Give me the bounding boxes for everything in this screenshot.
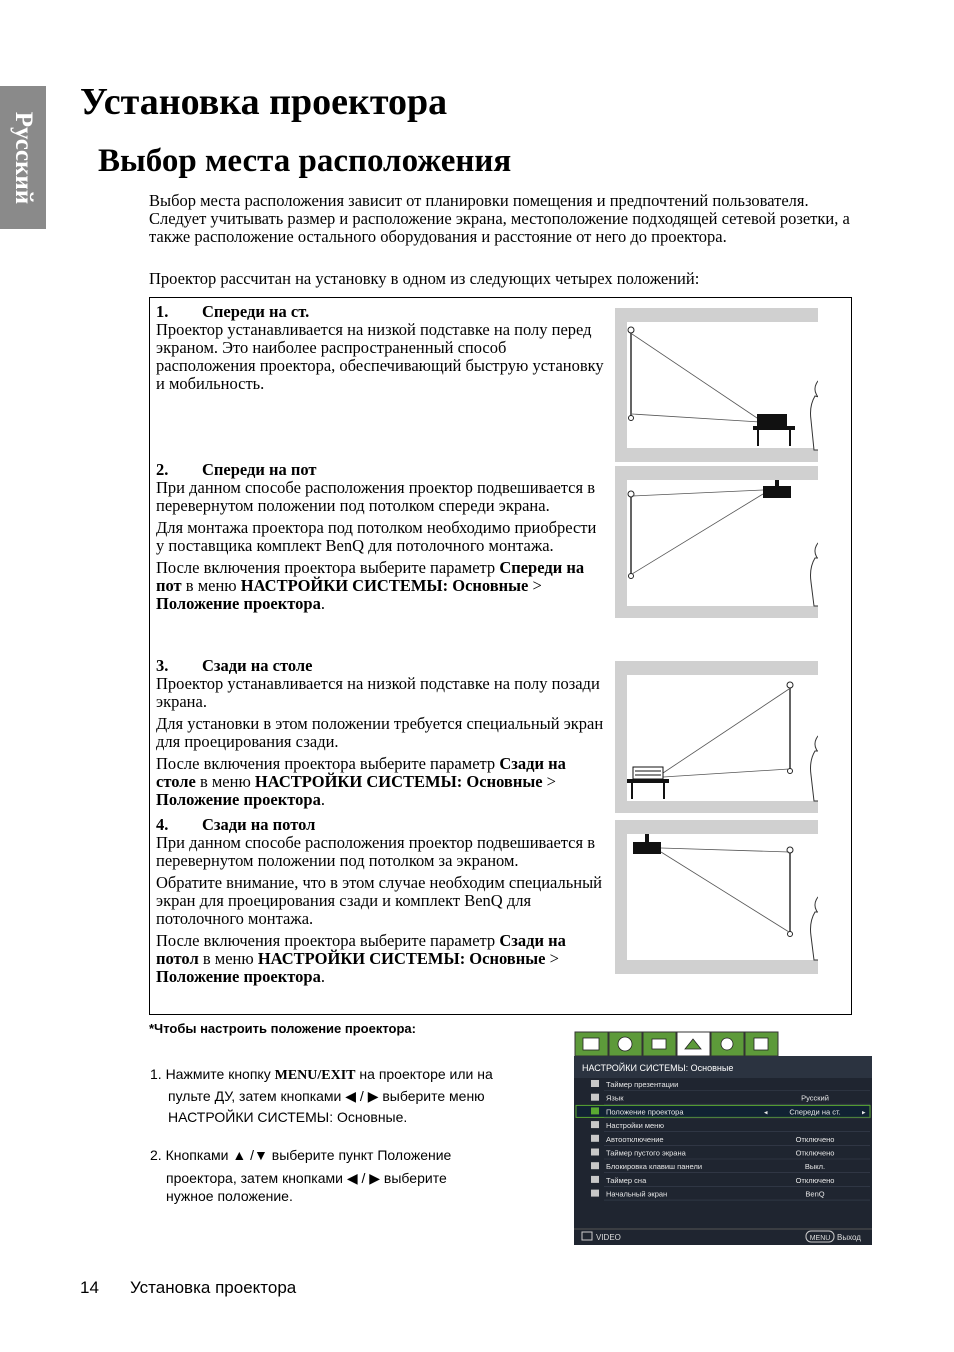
osd-exit: Выход	[837, 1233, 861, 1242]
page-number: 14	[80, 1278, 99, 1297]
rear-table-illustration	[615, 661, 818, 813]
osd-row-label: Настройки меню	[606, 1121, 664, 1131]
front-table-illustration	[615, 308, 818, 462]
osd-source: VIDEO	[596, 1233, 621, 1242]
howto-title: *Чтобы настроить положение проектора:	[149, 1021, 416, 1036]
osd-row-icon	[591, 1135, 599, 1142]
position-desc: Проектор устанавливается на низкой подставке на полу перед экраном. Это наиболее распространенный способ расположения проектора, обеспечивающий быструю установку и мобильность.	[156, 320, 604, 393]
position-rear-table	[156, 657, 608, 813]
osd-row-label: Положение проектора	[606, 1107, 684, 1117]
page-title: Установка проектора	[80, 81, 448, 123]
osd-row-icon	[591, 1149, 599, 1156]
osd-row-label: Таймер сна	[606, 1175, 647, 1185]
language-tab-label: Русский	[10, 111, 37, 204]
position-number: 1.	[156, 302, 169, 321]
position-front-ceiling	[156, 461, 608, 617]
position-number: 2.	[156, 460, 169, 479]
osd-menu	[574, 1031, 872, 1245]
position-desc: При данном способе расположения проектор подвешивается в перевернутом положении под потолком спереди экрана.	[156, 478, 596, 515]
osd-row-icon	[591, 1190, 599, 1197]
osd-row-icon	[591, 1094, 599, 1101]
position-desc: При данном способе расположения проектор подвешивается в перевернутом положении под потолком за экраном.	[156, 833, 596, 870]
rear-ceiling-illustration	[615, 820, 818, 974]
osd-right-arrow-icon: ▸	[862, 1109, 866, 1117]
osd-tabs	[575, 1032, 778, 1056]
position-number: 3.	[156, 656, 169, 675]
position-note: Для установки в этом положении требуется специальный экран для проецирования сзади.	[156, 714, 604, 751]
osd-row-label: Начальный экран	[606, 1189, 668, 1199]
position-title: Спереди на пот	[202, 460, 317, 479]
position-note: Обратите внимание, что в этом случае необходим специальный экран для проецирования сзади и комплект BenQ для потолочного монтажа.	[156, 873, 602, 928]
howto-step-1-line-2: пульте ДУ, затем кнопками ◀ / ▶ выберите меню	[168, 1088, 485, 1104]
howto-step-1-line-1: 1. Нажмите кнопку MENU/EXIT на проекторе или на	[150, 1066, 493, 1083]
osd-row[interactable]	[576, 1105, 870, 1118]
position-instruction: После включения проектора выберите параметр Спереди на пот в меню НАСТРОЙКИ СИСТЕМЫ: Основные > Положение проектора.	[156, 558, 585, 613]
osd-left-arrow-icon: ◂	[764, 1109, 768, 1117]
howto-step-2-line-1: 2. Кнопками ▲ /▼ выберите пункт Положение	[150, 1147, 452, 1163]
howto-step-2-line-3: нужное положение.	[166, 1188, 293, 1204]
osd-row-icon	[591, 1121, 599, 1128]
osd-header: НАСТРОЙКИ СИСТЕМЫ: Основные	[582, 1063, 734, 1073]
position-desc: Проектор устанавливается на низкой подставке на полу позади экрана.	[156, 674, 600, 711]
osd-row-label: Таймер пустого экрана	[606, 1148, 686, 1158]
intro-positions: Проектор рассчитан на установку в одном из следующих четырех положений:	[149, 269, 700, 288]
osd-row-value: Русский	[801, 1093, 829, 1103]
position-front-table	[156, 303, 608, 397]
osd-row-label: Автоотключение	[606, 1134, 664, 1144]
osd-row-value: Отключено	[795, 1134, 835, 1144]
howto-step-2-line-2: проектора, затем кнопками ◀ / ▶ выберите	[166, 1170, 447, 1186]
osd-row-label: Язык	[606, 1093, 624, 1103]
osd-row-label: Блокировка клавиш панели	[606, 1162, 703, 1172]
position-title: Спереди на ст.	[202, 302, 310, 321]
osd-row-value: Спереди на ст.	[789, 1107, 841, 1117]
osd-row-value: BenQ	[805, 1189, 825, 1199]
position-title: Сзади на потол	[202, 815, 316, 834]
howto-step-1-line-3: НАСТРОЙКИ СИСТЕМЫ: Основные.	[168, 1109, 408, 1125]
osd-row-icon	[591, 1162, 599, 1169]
osd-row-icon	[591, 1080, 599, 1087]
osd-row-value: Выкл.	[804, 1162, 826, 1172]
osd-row-label: Таймер презентации	[606, 1080, 679, 1089]
osd-row-icon	[591, 1107, 599, 1114]
position-instruction: После включения проектора выберите параметр Сзади на столе в меню НАСТРОЙКИ СИСТЕМЫ: Основные > Положение проектора.	[156, 754, 566, 809]
position-rear-ceiling	[156, 816, 608, 990]
osd-row-value: Отключено	[795, 1175, 835, 1185]
osd-row-icon	[591, 1176, 599, 1183]
osd-row-value: Отключено	[795, 1148, 835, 1158]
front-ceiling-illustration	[615, 466, 818, 618]
position-note: Для монтажа проектора под потолком необходимо приобрести у поставщика комплект BenQ для потолочного монтажа.	[156, 518, 597, 555]
position-instruction: После включения проектора выберите параметр Сзади на потол в меню НАСТРОЙКИ СИСТЕМЫ: Основные > Положение проектора.	[156, 931, 566, 986]
footer-section: Установка проектора	[130, 1278, 297, 1297]
intro-paragraph: Выбор места расположения зависит от планировки помещения и предпочтений пользователя. Следует учитывать размер и расположение экрана, местоположение подходящей сетевой розетки, а также расположение остального оборудования и расстояние от него до проектора.	[149, 191, 850, 246]
osd-menu-key: MENU	[809, 1235, 831, 1242]
language-tab	[0, 86, 46, 229]
section-title: Выбор места расположения	[98, 143, 512, 179]
position-number: 4.	[156, 815, 169, 834]
position-title: Сзади на столе	[202, 656, 313, 675]
